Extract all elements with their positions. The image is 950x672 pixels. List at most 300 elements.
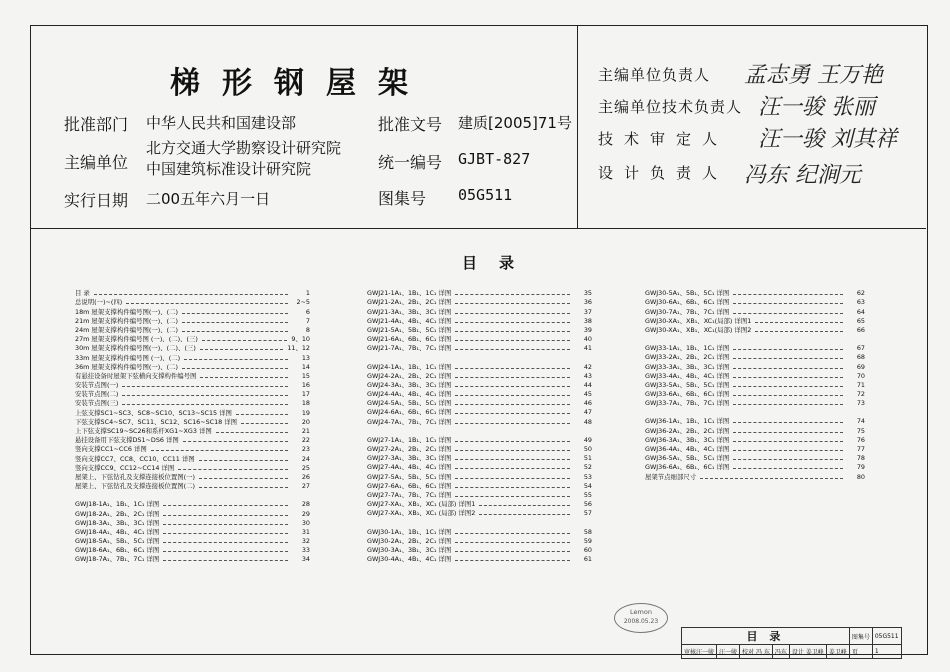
- dot-leader: [183, 441, 288, 442]
- toc-entry-title: 33m 屋架支撑构件编号图 (一)、(二): [75, 353, 181, 362]
- toc-entry-page: 51: [583, 454, 592, 463]
- dot-leader: [455, 478, 570, 479]
- toc-entry-page: 66: [856, 325, 865, 334]
- toc-entry-page: 14: [301, 362, 310, 371]
- title-block-title: 目 录: [682, 628, 850, 645]
- toc-entry-page: 43: [583, 371, 592, 380]
- toc-entry: [75, 389, 310, 398]
- toc-entry: [645, 361, 865, 370]
- signature: 汪一骏 刘其祥: [758, 127, 897, 152]
- toc-entry: [75, 380, 310, 389]
- toc-entry-page: 76: [856, 435, 865, 444]
- dot-leader: [733, 459, 843, 460]
- toc-entry-page: 42: [583, 362, 592, 371]
- toc-entry: [75, 518, 310, 527]
- toc-entry: [367, 453, 592, 462]
- toc-entry: [75, 426, 310, 435]
- toc-entry: [367, 407, 592, 416]
- dot-leader: [455, 459, 570, 460]
- dot-leader: [184, 359, 288, 360]
- approval-dept-value: 中华人民共和国建设部: [146, 114, 297, 132]
- toc-entry-title: GWJ18-5A₁、5B₁、5C₁ 详图: [75, 537, 160, 546]
- toc-entry-title: 屋架上、下弦钻孔及支撑连接板位置图(一): [75, 472, 196, 481]
- toc-entry-title: GWJ36-2A₁、2B₁、2C₁ 详图: [645, 426, 730, 435]
- toc-entry-title: GWJ21-1A₁、1B₁、1C₁ 详图: [367, 289, 452, 298]
- editor-unit-line-2: 中国建筑标准设计研究院: [146, 160, 312, 178]
- atlas-no-label: 图集号: [378, 189, 427, 208]
- dot-leader: [479, 514, 570, 515]
- dot-leader: [733, 468, 843, 469]
- toc-entry-page: 19: [301, 408, 310, 417]
- responsible-role: 设计负责人: [598, 164, 729, 182]
- toc-entry-page: 31: [301, 527, 310, 536]
- toc-entry-title: GWJ24-1A₁、1B₁、1C₁ 详图: [367, 362, 452, 371]
- dot-leader: [236, 414, 288, 415]
- responsible-role: 主编单位负责人: [598, 66, 711, 84]
- toc-entry-title: GWJ36-5A₁、5B₁、5C₁ 详图: [645, 454, 730, 463]
- dot-leader: [241, 423, 288, 424]
- toc-entry: [367, 435, 592, 444]
- toc-entry-page: 2~5: [296, 298, 310, 307]
- toc-entry: [645, 416, 865, 425]
- toc-entry-title: GWJ24-5A₁、5B₁、5C₁ 详图: [367, 399, 452, 408]
- toc-entry-page: 44: [583, 380, 592, 389]
- toc-entry: [645, 444, 865, 453]
- toc-entry-page: 9、10: [291, 335, 310, 344]
- toc-entry-title: GWJ30-2A₁、2B₁、2C₁ 详图: [367, 536, 452, 545]
- toc-entry-page: 11、12: [287, 344, 310, 353]
- toc-entry-page: 16: [301, 381, 310, 390]
- toc-entry: [75, 435, 310, 444]
- toc-entry-page: 40: [583, 335, 592, 344]
- toc-entry-page: 17: [301, 390, 310, 399]
- dot-leader: [163, 505, 288, 506]
- dot-leader: [455, 423, 570, 424]
- toc-entry: [367, 499, 592, 508]
- toc-entry-title: 竖向支撑CC9、CC12~CC14 详图: [75, 463, 175, 472]
- toc-entry: [75, 444, 310, 453]
- toc-entry-page: 78: [856, 454, 865, 463]
- dot-leader: [733, 422, 843, 423]
- toc-entry: [75, 407, 310, 416]
- toc-entry-page: 1: [305, 289, 310, 298]
- toc-entry-title: 30m 屋架支撑构件编号图(一)、(二)、(三): [75, 344, 196, 353]
- toc-entry: [645, 380, 865, 389]
- toc-entry: [645, 389, 865, 398]
- toc-entry: [75, 545, 310, 554]
- toc-entry: [367, 490, 592, 499]
- toc-entry-title: GWJ21-5A₁、5B₁、5C₁ 详图: [367, 325, 452, 334]
- effective-date-label: 实行日期: [64, 191, 129, 210]
- toc-entry: [75, 297, 310, 306]
- editor-unit-label: 主编单位: [64, 153, 129, 172]
- toc-entry-title: 下弦支撑SC4~SC7、SC11、SC12、SC16~SC18 详图: [75, 417, 238, 426]
- dot-leader: [122, 404, 288, 405]
- dot-leader: [733, 432, 843, 433]
- dot-leader: [163, 533, 288, 534]
- responsible-role: 技术审定人: [598, 130, 729, 148]
- toc-entry-page: 71: [856, 380, 865, 389]
- dot-leader: [455, 349, 570, 350]
- toc-entry-page: 50: [583, 445, 592, 453]
- dot-leader: [733, 313, 843, 314]
- toc-entry-page: 6: [305, 307, 310, 316]
- dot-leader: [455, 303, 570, 304]
- toc-entry-title: GWJ36-6A₁、6B₁、6C₁ 详图: [645, 463, 730, 472]
- toc-entry-page: 41: [583, 344, 592, 353]
- toc-entry-title: GWJ24-6A₁、6B₁、6C₁ 详图: [367, 408, 452, 417]
- toc-entry-page: 38: [583, 316, 592, 325]
- toc-entry: [645, 462, 865, 471]
- toc-entry: [75, 343, 310, 352]
- dot-leader: [126, 303, 288, 304]
- checker-signature: 冯东: [772, 645, 789, 659]
- toc-entry: [75, 453, 310, 462]
- toc-entry-title: GWJ30-4A₁、4B₁、4C₁ 详图: [367, 555, 452, 564]
- dot-leader: [455, 450, 570, 451]
- designer-signature: 姜卫峰: [826, 645, 849, 659]
- toc-entry: [645, 288, 865, 297]
- toc-entry: [367, 545, 592, 554]
- dot-leader: [455, 294, 570, 295]
- toc-entry-page: 28: [301, 500, 310, 509]
- toc-entry-title: 安装节点图(三): [75, 399, 119, 408]
- toc-entry: [75, 508, 310, 517]
- atlas-value: 05G511: [872, 628, 901, 645]
- toc-entry-page: 74: [856, 417, 865, 426]
- toc-entry-page: 53: [583, 472, 592, 481]
- toc-entry: [367, 325, 592, 334]
- toc-entry-page: 77: [856, 445, 865, 453]
- toc-entry-title: GWJ30-3A₁、3B₁、3C₁ 详图: [367, 545, 452, 554]
- toc-entry: [367, 371, 592, 380]
- toc-entry-page: 33: [301, 546, 310, 555]
- toc-entry-title: 上弦支撑SC1~SC3、SC8~SC10、SC13~SC15 详图: [75, 408, 232, 417]
- toc-entry: [645, 435, 865, 444]
- atlas-no-value: 05G511: [458, 186, 513, 204]
- toc-entry-page: 59: [583, 536, 592, 545]
- toc-entry: [367, 536, 592, 545]
- toc-entry: [75, 325, 310, 334]
- toc-entry: [645, 471, 865, 480]
- checker-cell: 校对 冯 东: [740, 645, 773, 659]
- toc-entry: [367, 297, 592, 306]
- toc-entry: [75, 288, 310, 297]
- toc-entry-title: 27m 屋架支撑构件编号图 (一)、(二)、(三): [75, 335, 198, 344]
- toc-entry-page: 25: [301, 463, 310, 472]
- editor-unit-line-1: 北方交通大学勘察设计研究院: [146, 139, 342, 157]
- toc-entry-page: 8: [305, 325, 310, 334]
- dot-leader: [182, 322, 288, 323]
- toc-entry-page: 36: [583, 298, 592, 307]
- toc-entry: [645, 398, 865, 407]
- dot-leader: [733, 386, 843, 387]
- toc-entry: [367, 462, 592, 471]
- dot-leader: [182, 331, 288, 332]
- toc-entry-page: 72: [856, 390, 865, 399]
- toc-entry-page: 73: [856, 399, 865, 408]
- toc-entry-page: 58: [583, 527, 592, 536]
- toc-entry-page: 34: [301, 555, 310, 564]
- dot-leader: [755, 322, 843, 323]
- toc-entry-title: GWJ27-6A₁、6B₁、6C₁ 详图: [367, 481, 452, 490]
- unified-no-value: GJBT-827: [458, 150, 531, 168]
- toc-entry-title: GWJ33-7A₁、7B₁、7C₁ 详图: [645, 399, 730, 408]
- dot-leader: [733, 395, 843, 396]
- toc-entry-page: 52: [583, 463, 592, 472]
- toc-entry: [75, 362, 310, 371]
- toc-entry: [645, 352, 865, 361]
- toc-entry: [75, 554, 310, 563]
- toc-entry-page: 7: [305, 316, 310, 325]
- toc-entry-title: GWJ18-7A₁、7B₁、7C₁ 详图: [75, 555, 160, 564]
- signature: 汪一骏 张丽: [758, 95, 875, 120]
- toc-entry: [75, 536, 310, 545]
- dot-leader: [455, 322, 570, 323]
- toc-entry-page: 64: [856, 307, 865, 316]
- approval-dept-label: 批准部门: [64, 115, 129, 134]
- header-divider: [30, 228, 926, 229]
- dot-leader: [94, 294, 288, 295]
- dot-leader: [200, 377, 288, 378]
- toc-entry-page: 29: [301, 509, 310, 518]
- toc-entry: [645, 316, 865, 325]
- toc-entry-title: GWJ36-3A₁、3B₁、3C₁ 详图: [645, 435, 730, 444]
- toc-entry-title: 竖向支撑CC7、CC8、CC10、CC11 详图: [75, 454, 195, 463]
- responsible-role: 主编单位技术负责人: [598, 98, 743, 116]
- dot-leader: [455, 487, 570, 488]
- toc-entry-title: GWJ27-1A₁、1B₁、1C₁ 详图: [367, 435, 452, 444]
- toc-entry-title: 有悬挂设备时屋架下弦横向支撑构件编号图: [75, 371, 197, 380]
- toc-entry: [367, 526, 592, 535]
- dot-leader: [733, 450, 843, 451]
- toc-entry: [75, 371, 310, 380]
- page-label: 页: [849, 645, 872, 659]
- toc-entry-page: 48: [583, 417, 592, 426]
- toc-entry-page: 20: [301, 417, 310, 426]
- toc-entry-title: GWJ30-XA₁、XB₁、XC₁(局部) 详图1: [645, 316, 752, 325]
- toc-entry-title: GWJ30-7A₁、7B₁、7C₁ 详图: [645, 307, 730, 316]
- unified-no-label: 统一编号: [378, 153, 443, 172]
- dot-leader: [755, 331, 843, 332]
- toc-entry-title: GWJ36-4A₁、4B₁、4C₁ 详图: [645, 445, 730, 453]
- toc-entry-page: 63: [856, 298, 865, 307]
- toc-entry-page: 15: [301, 371, 310, 380]
- dot-leader: [200, 349, 284, 350]
- toc-entry-page: 35: [583, 289, 592, 298]
- toc-entry-title: 18m 屋架支撑构件编号图(一)、(二): [75, 307, 179, 316]
- toc-entry-page: 30: [301, 518, 310, 527]
- toc-entry-title: GWJ27-3A₁、3B₁、3C₁ 详图: [367, 454, 452, 463]
- toc-entry-title: 21m 屋架支撑构件编号图(一)、(二): [75, 316, 179, 325]
- toc-entry-page: 65: [856, 316, 865, 325]
- toc-entry-title: 目 录: [75, 289, 90, 298]
- toc-entry-page: 24: [301, 454, 310, 463]
- toc-entry-title: GWJ18-6A₁、6B₁、6C₁ 详图: [75, 546, 160, 555]
- toc-entry-page: 79: [856, 463, 865, 472]
- toc-entry: [75, 306, 310, 315]
- dot-leader: [122, 395, 288, 396]
- approval-no-value: 建质[2005]71号: [458, 114, 572, 132]
- toc-entry: [645, 425, 865, 434]
- toc-entry-page: 57: [583, 509, 592, 518]
- stamp: [614, 603, 668, 633]
- dot-leader: [455, 560, 570, 561]
- dot-leader: [455, 542, 570, 543]
- toc-entry-page: 27: [301, 482, 310, 491]
- toc-entry-page: 54: [583, 481, 592, 490]
- toc-entry-page: 61: [583, 555, 592, 564]
- toc-entry-title: GWJ18-3A₁、3B₁、3C₁ 详图: [75, 518, 160, 527]
- toc-entry-title: GWJ21-2A₁、2B₁、2C₁ 详图: [367, 298, 452, 307]
- atlas-label: 图集号: [849, 628, 872, 645]
- toc-entry-page: 49: [583, 435, 592, 444]
- toc-entry-page: 32: [301, 537, 310, 546]
- dot-leader: [455, 551, 570, 552]
- toc-entry-title: 安装节点图(二): [75, 390, 119, 399]
- dot-leader: [733, 377, 843, 378]
- reviewer-signature: 汪一骏: [717, 645, 740, 659]
- toc-title: 目录: [462, 254, 537, 272]
- toc-column: [645, 288, 865, 481]
- toc-entry-page: 13: [301, 353, 310, 362]
- toc-entry: [367, 398, 592, 407]
- toc-entry-title: GWJ21-6A₁、6B₁、6C₁ 详图: [367, 335, 452, 344]
- toc-entry-page: 60: [583, 545, 592, 554]
- toc-column: [75, 288, 310, 563]
- dot-leader: [733, 303, 843, 304]
- toc-entry-title: GWJ27-XA₁、XB₁、XC₁ (局部) 详图2: [367, 509, 476, 518]
- toc-entry-title: GWJ18-1A₁、1B₁、1C₁ 详图: [75, 500, 160, 509]
- toc-entry: [645, 325, 865, 334]
- toc-entry-title: 总说明(一)~(四): [75, 298, 123, 307]
- signature: 冯东 纪涧元: [744, 163, 861, 188]
- toc-entry-title: 36m 屋架支撑构件编号图(一)、(二): [75, 362, 179, 371]
- toc-column: [367, 288, 592, 563]
- toc-entry-title: GWJ18-4A₁、4B₁、4C₁ 详图: [75, 527, 160, 536]
- toc-entry: [75, 352, 310, 361]
- dot-leader: [733, 349, 843, 350]
- toc-entry: [645, 343, 865, 352]
- toc-entry-title: GWJ27-XA₁、XB₁、XC₁ (局部) 详图1: [367, 500, 476, 509]
- toc-entry-title: GWJ33-3A₁、3B₁、3C₁ 详图: [645, 362, 730, 371]
- dot-leader: [122, 386, 288, 387]
- dot-leader: [733, 294, 843, 295]
- dot-leader: [455, 340, 570, 341]
- dot-leader: [163, 551, 288, 552]
- toc-entry-title: 24m 屋架支撑构件编号图(一)、(二): [75, 325, 179, 334]
- dot-leader: [455, 468, 570, 469]
- toc-entry-page: 80: [856, 472, 865, 481]
- dot-leader: [455, 404, 570, 405]
- toc-entry-page: 62: [856, 289, 865, 298]
- toc-entry: [367, 481, 592, 490]
- toc-entry-title: 屋架上、下弦钻孔及支撑连接板位置图(二): [75, 482, 196, 491]
- dot-leader: [455, 496, 570, 497]
- toc-entry-page: 18: [301, 399, 310, 408]
- dot-leader: [199, 478, 288, 479]
- toc-entry-title: GWJ24-3A₁、3B₁、3C₁ 详图: [367, 380, 452, 389]
- dot-leader: [455, 413, 570, 414]
- toc-entry: [367, 343, 592, 352]
- responsibles-panel: [577, 25, 578, 228]
- toc-entry: [367, 444, 592, 453]
- dot-leader: [455, 313, 570, 314]
- toc-entry: [367, 306, 592, 315]
- toc-entry: [75, 316, 310, 325]
- dot-leader: [455, 386, 570, 387]
- title-block: [681, 627, 902, 659]
- toc-entry-title: GWJ24-2A₁、2B₁、2C₁ 详图: [367, 371, 452, 380]
- toc-entry-title: GWJ33-1A₁、1B₁、1C₁ 详图: [645, 344, 730, 353]
- toc-entry-page: 67: [856, 344, 865, 353]
- toc-entry: [367, 389, 592, 398]
- toc-entry-title: GWJ27-7A₁、7B₁、7C₁ 详图: [367, 490, 452, 499]
- toc-entry-page: 75: [856, 426, 865, 435]
- toc-entry-title: GWJ30-5A₁、5B₁、5C₁ 详图: [645, 289, 730, 298]
- toc-entry-page: 37: [583, 307, 592, 316]
- toc-entry: [75, 499, 310, 508]
- designer-cell: 设计 姜卫峰: [789, 645, 826, 659]
- toc-entry-title: 安装节点图(一): [75, 381, 119, 390]
- toc-entry: [367, 471, 592, 480]
- dot-leader: [163, 542, 288, 543]
- toc-entry-page: 70: [856, 371, 865, 380]
- toc-entry-title: GWJ24-7A₁、7B₁、7C₁ 详图: [367, 417, 452, 426]
- toc-entry-title: GWJ30-6A₁、6B₁、6C₁ 详图: [645, 298, 730, 307]
- toc-entry: [645, 297, 865, 306]
- dot-leader: [199, 460, 288, 461]
- effective-date-value: 二00五年六月一日: [146, 190, 271, 208]
- toc-entry-title: GWJ33-4A₁、4B₁、4C₁ 详图: [645, 371, 730, 380]
- toc-entry: [367, 334, 592, 343]
- dot-leader: [151, 450, 288, 451]
- toc-entry-title: GWJ36-1A₁、1B₁、1C₁ 详图: [645, 417, 730, 426]
- signature: 孟志勇 王万艳: [744, 63, 883, 88]
- toc-entry-title: GWJ27-5A₁、5B₁、5C₁ 详图: [367, 472, 452, 481]
- toc-entry-title: GWJ33-6A₁、6B₁、6C₁ 详图: [645, 390, 730, 399]
- toc-entry: [367, 416, 592, 425]
- dot-leader: [700, 478, 843, 479]
- toc-entry: [75, 463, 310, 472]
- toc-entry-page: 23: [301, 445, 310, 454]
- toc-entry: [75, 417, 310, 426]
- dot-leader: [178, 469, 288, 470]
- dot-leader: [479, 505, 570, 506]
- toc-entry: [75, 472, 310, 481]
- dot-leader: [182, 368, 288, 369]
- toc-entry: [367, 288, 592, 297]
- toc-entry-title: 悬挂设备用下弦支撑DS1~DS6 详图: [75, 436, 179, 445]
- toc-entry-title: GWJ30-1A₁、1B₁、1C₁ 详图: [367, 527, 452, 536]
- toc-entry: [75, 527, 310, 536]
- toc-entry-page: 46: [583, 399, 592, 408]
- dot-leader: [455, 533, 570, 534]
- toc-entry-page: 22: [301, 436, 310, 445]
- toc-entry-page: 45: [583, 390, 592, 399]
- dot-leader: [455, 395, 570, 396]
- toc-entry: [367, 361, 592, 370]
- toc-entry-title: GWJ21-4A₁、4B₁、4C₁ 详图: [367, 316, 452, 325]
- stamp-name: Lemon: [630, 608, 652, 616]
- toc-entry-page: 26: [301, 472, 310, 481]
- toc-entry-page: 39: [583, 325, 592, 334]
- dot-leader: [455, 377, 570, 378]
- toc-entry: [645, 371, 865, 380]
- toc-entry-title: GWJ18-2A₁、2B₁、2C₁ 详图: [75, 509, 160, 518]
- dot-leader: [455, 368, 570, 369]
- dot-leader: [163, 560, 288, 561]
